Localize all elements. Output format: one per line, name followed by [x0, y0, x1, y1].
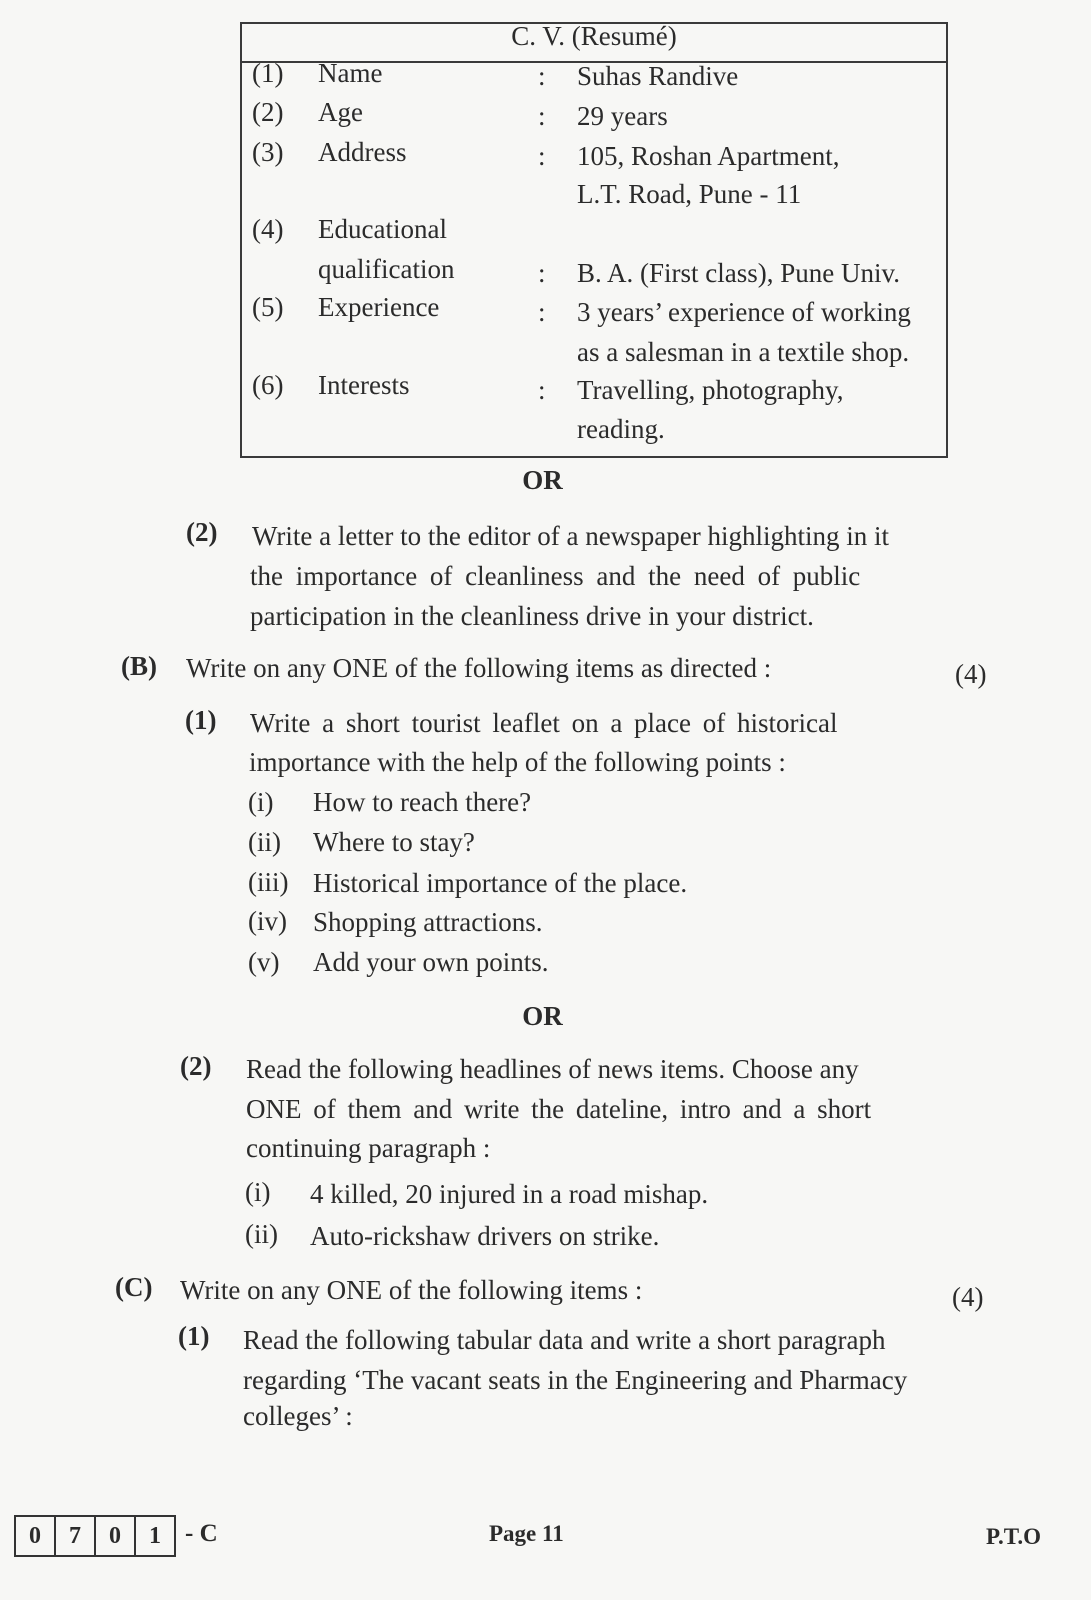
cv-row-label: Name [318, 58, 383, 88]
or-divider: OR [522, 1001, 563, 1031]
point-number: (iii) [248, 867, 289, 897]
cv-row-value-cont: as a salesman in a textile shop. [577, 337, 910, 367]
cv-row-value-cont: L.T. Road, Pune - 11 [577, 179, 802, 209]
cv-row-label: Interests [318, 370, 410, 400]
cv-row-num: (5) [252, 292, 284, 322]
point-number: (ii) [245, 1219, 278, 1249]
question-number: (2) [180, 1051, 212, 1081]
section-heading: Write on any ONE of the following items as directed : [186, 653, 772, 683]
point-text: 4 killed, 20 injured in a road mishap. [310, 1179, 709, 1209]
question-text-line: colleges’ : [243, 1401, 353, 1431]
paper-code [14, 1515, 174, 1555]
cv-row-label: Experience [318, 292, 440, 322]
paper-code-digit: 1 [134, 1515, 176, 1557]
point-text: Where to stay? [313, 827, 475, 857]
paper-code-digit: 0 [94, 1515, 136, 1557]
cv-row-num: (4) [252, 214, 284, 244]
section-marks: (4) [952, 1282, 984, 1312]
or-divider: OR [522, 465, 563, 495]
cv-row-value: 3 years’ experience of working [577, 297, 911, 327]
section-marks: (4) [955, 659, 987, 689]
question-text-line: the importance of cleanliness and the need of public [250, 561, 861, 591]
cv-row-num: (1) [252, 58, 284, 88]
cv-row-value: Travelling, photography, [577, 375, 844, 405]
point-number: (iv) [248, 906, 287, 936]
paper-code-digit: 0 [14, 1515, 56, 1557]
cv-row-colon: : [538, 258, 546, 288]
section-heading: Write on any ONE of the following items : [180, 1275, 643, 1305]
cv-row-label: Age [318, 97, 363, 127]
question-number: (2) [186, 517, 218, 547]
pto-label: P.T.O [986, 1524, 1041, 1549]
cv-row-colon: : [538, 61, 546, 91]
question-text-line: Read the following headlines of news items. Choose any [246, 1054, 859, 1084]
question-text-line: Read the following tabular data and write a short paragraph [243, 1325, 886, 1355]
cv-row-colon: : [538, 375, 546, 405]
question-text-line: ONE of them and write the dateline, intro and a short [246, 1094, 872, 1124]
point-text: Shopping attractions. [313, 907, 543, 937]
question-text-line: participation in the cleanliness drive in your district. [250, 601, 814, 631]
point-text: Auto-rickshaw drivers on strike. [310, 1221, 660, 1251]
cv-row-colon: : [538, 141, 546, 171]
section-label: (B) [121, 651, 157, 681]
cv-row-num: (2) [252, 97, 284, 127]
cv-row-value: 105, Roshan Apartment, [577, 141, 840, 171]
cv-row-value: 29 years [577, 101, 668, 131]
question-text-line: continuing paragraph : [246, 1133, 491, 1163]
cv-row-colon: : [538, 297, 546, 327]
question-text-line: Write a letter to the editor of a newspaper highlighting in it [252, 521, 889, 551]
question-text-line: Write a short tourist leaflet on a place of historical [250, 708, 838, 738]
point-text: How to reach there? [313, 787, 532, 817]
point-number: (i) [245, 1177, 271, 1207]
point-number: (ii) [248, 827, 281, 857]
cv-row-colon: : [538, 101, 546, 131]
cv-row-num: (6) [252, 370, 284, 400]
cv-row-num: (3) [252, 137, 284, 167]
section-label: (C) [115, 1272, 153, 1302]
cv-row-label: Address [318, 137, 407, 167]
cv-row-value: B. A. (First class), Pune Univ. [577, 258, 900, 288]
cv-row-value: Suhas Randive [577, 61, 739, 91]
cv-row-label-cont: qualification [318, 254, 455, 284]
point-text: Add your own points. [313, 947, 549, 977]
cv-title: C. V. (Resumé) [511, 21, 677, 51]
cv-row-label: Educational [318, 214, 447, 244]
point-number: (v) [248, 947, 280, 977]
point-text: Historical importance of the place. [313, 868, 688, 898]
page-number: Page 11 [489, 1521, 564, 1546]
point-number: (i) [248, 787, 274, 817]
question-number: (1) [178, 1321, 210, 1351]
question-text-line: regarding ‘The vacant seats in the Engineering and Pharmacy [243, 1365, 908, 1395]
question-number: (1) [185, 705, 217, 735]
paper-code-suffix: - C [185, 1520, 218, 1547]
paper-code-digit: 7 [54, 1515, 96, 1557]
question-text-line: importance with the help of the following points : [249, 747, 786, 777]
cv-row-value-cont: reading. [577, 414, 665, 444]
